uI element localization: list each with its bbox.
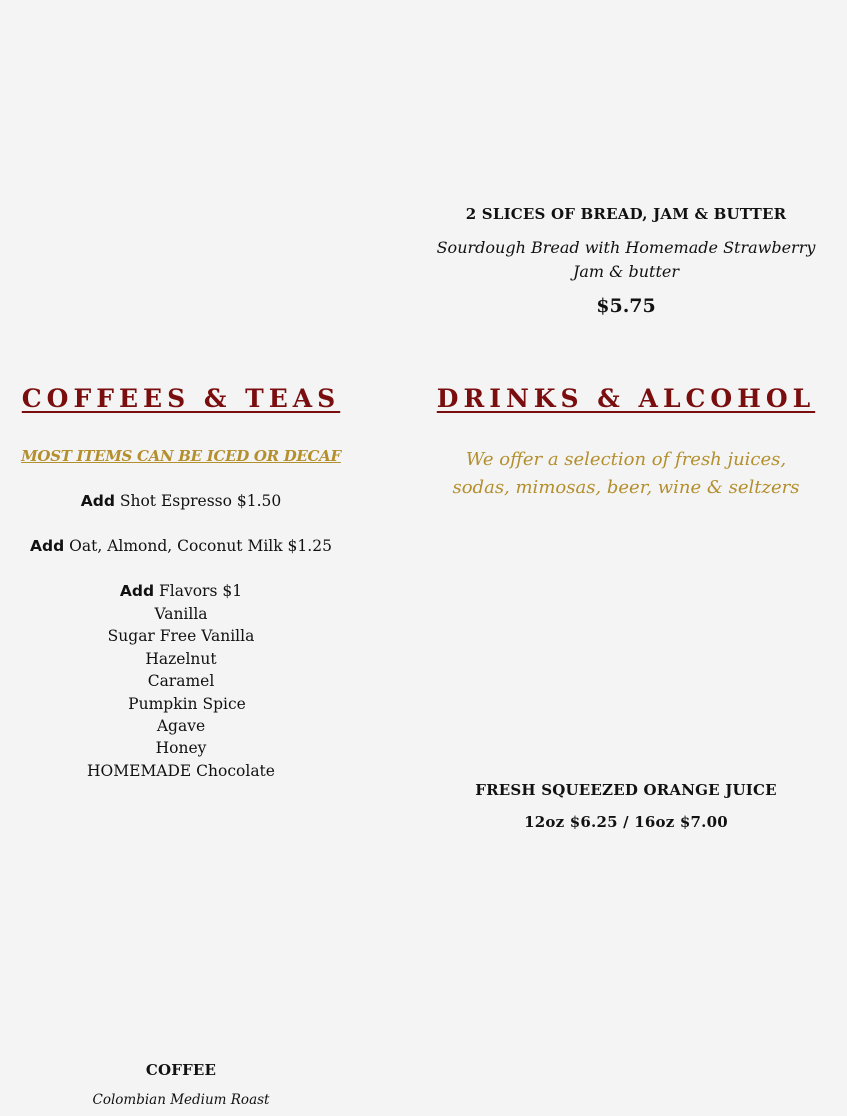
addon-espresso xyxy=(0,492,362,510)
coffee-item-name: COFFEE xyxy=(145,1061,217,1079)
flavor-item: Vanilla xyxy=(154,605,208,623)
bread-item-name: 2 SLICES OF BREAD, JAM & BUTTER xyxy=(465,205,787,223)
addon-milk xyxy=(0,537,362,555)
flavor-list xyxy=(0,603,362,782)
flavor-item: Sugar Free Vanilla xyxy=(107,627,255,646)
flavor-item: Hazelnut xyxy=(145,649,217,668)
bread-item-price: $5.75 xyxy=(596,295,656,317)
addon-flavors xyxy=(0,582,362,600)
orange-juice-name: FRESH SQUEEZED ORANGE JUICE xyxy=(475,781,777,799)
addon-flavors-prefix: Add xyxy=(119,582,155,600)
flavor-item: Agave xyxy=(156,717,206,736)
coffee-item-description: Colombian Medium Roast xyxy=(92,1092,270,1108)
iced-decaf-note: MOST ITEMS CAN BE ICED OR DECAF xyxy=(21,447,341,465)
bread-item xyxy=(425,0,827,330)
addon-espresso-text: Shot Espresso $1.50 xyxy=(114,492,282,510)
orange-juice-price: 12oz $6.25 / 16oz $7.00 xyxy=(524,813,728,831)
drinks-alcohol-section xyxy=(425,340,827,860)
addon-flavors-text: Flavors $1 xyxy=(154,582,243,600)
drinks-alcohol-title: DRINKS & ALCOHOL xyxy=(436,384,816,413)
addon-milk-prefix: Add xyxy=(30,537,65,555)
addon-milk-text: Oat, Almond, Coconut Milk $1.25 xyxy=(64,537,332,555)
flavor-item: HOMEMADE Chocolate xyxy=(87,761,275,780)
addon-espresso-prefix: Add xyxy=(80,492,115,510)
flavor-item: Caramel xyxy=(147,672,215,691)
flavor-item: Honey xyxy=(155,739,207,758)
bread-item-description: Sourdough Bread with Homemade Strawberry Jam & butter xyxy=(436,238,816,281)
flavor-item: Pumpkin Spice xyxy=(128,694,246,713)
coffees-teas-title: COFFEES & TEAS xyxy=(21,384,341,413)
coffees-teas-section xyxy=(0,0,362,1116)
drinks-offer-text: We offer a selection of fresh juices, sodas, mimosas, beer, wine & seltzers xyxy=(452,449,800,498)
